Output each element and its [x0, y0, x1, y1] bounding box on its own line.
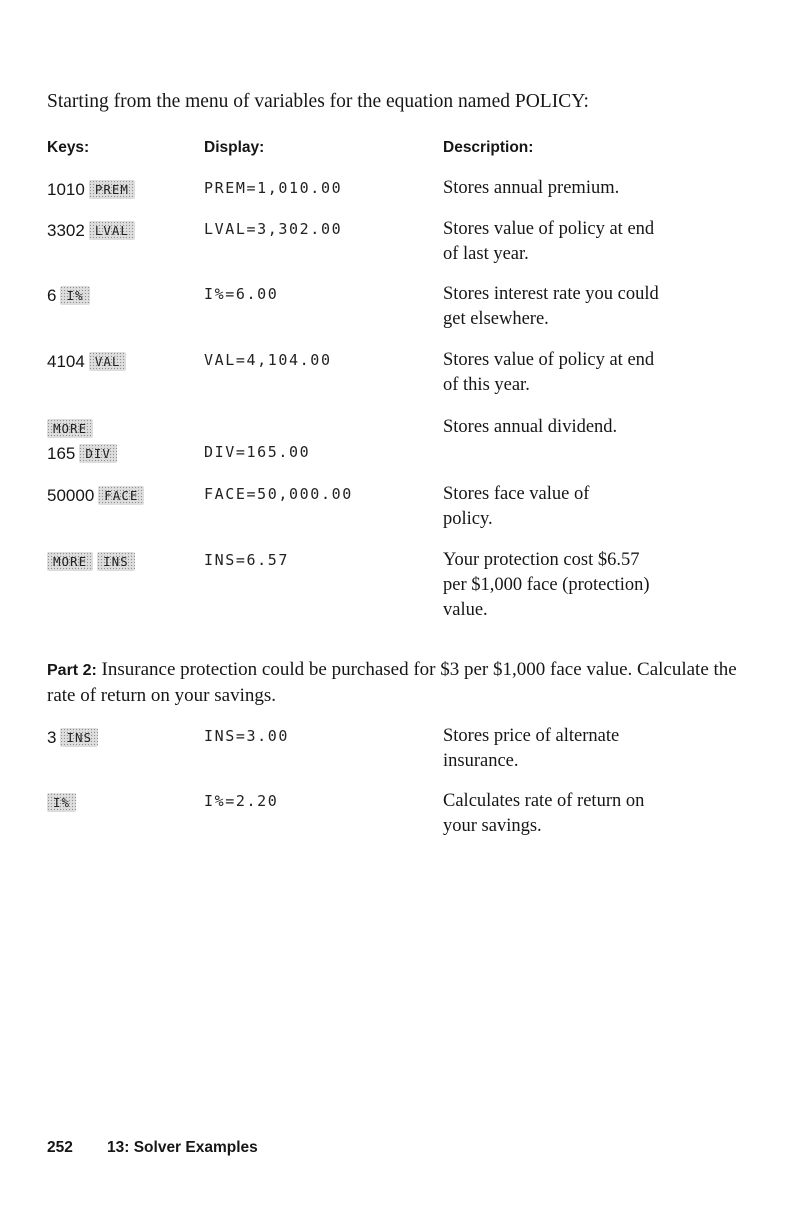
chapter-title: 13: Solver Examples [107, 1139, 258, 1156]
softkey-lval[interactable]: LVAL [89, 221, 135, 240]
key-number: 50000 [47, 486, 95, 506]
softkey-interest[interactable]: I% [60, 286, 89, 305]
description-text: Stores face value of policy. [443, 484, 590, 529]
display-readout: VAL=4,104.00 [204, 351, 332, 369]
keys-cell [47, 548, 135, 573]
description-text: Stores annual premium. [443, 178, 620, 198]
page-number: 252 [47, 1139, 73, 1156]
description-text: Stores value of policy at end of this year. [443, 350, 655, 395]
keys-cell [47, 482, 144, 507]
softkey-more[interactable]: MORE [47, 419, 93, 438]
display-readout: I%=6.00 [204, 285, 279, 303]
softkey-prem[interactable]: PREM [89, 180, 135, 199]
key-number: 165 [47, 444, 76, 464]
display-readout: INS=6.57 [204, 551, 290, 569]
header-keys: Keys: [47, 139, 90, 156]
header-description: Description: [443, 139, 534, 156]
softkey-val[interactable]: VAL [89, 352, 127, 371]
key-number: 3 [47, 728, 57, 748]
part2-paragraph [47, 657, 747, 708]
part2-label: Part 2: [47, 662, 97, 679]
display-readout: INS=3.00 [204, 727, 290, 745]
key-number: 3302 [47, 221, 85, 241]
keys-cell [47, 348, 126, 373]
display-readout: LVAL=3,302.00 [204, 220, 343, 238]
display-readout: DIV=165.00 [204, 443, 311, 461]
page-footer [47, 1139, 258, 1157]
description-text: Your protection cost $6.57 per $1,000 face (protection) value. [443, 550, 650, 620]
display-readout: PREM=1,010.00 [204, 179, 343, 197]
softkey-interest[interactable]: I% [47, 793, 76, 812]
key-number: 6 [47, 286, 57, 306]
softkey-face[interactable]: FACE [98, 486, 144, 505]
keys-cell [47, 415, 117, 465]
keys-cell [47, 176, 135, 201]
description-text: Stores annual dividend. [443, 417, 618, 437]
intro-text: Starting from the menu of variables for the equation named POLICY: [47, 91, 589, 112]
keys-cell [47, 789, 76, 814]
part2-text: Insurance protection could be purchased for $3 per $1,000 face value. Calculate the rate of return on your savings. [47, 659, 737, 706]
keys-cell [47, 217, 135, 242]
softkey-more[interactable]: MORE [47, 552, 93, 571]
description-text: Calculates rate of return on your savings. [443, 791, 645, 836]
softkey-ins[interactable]: INS [60, 728, 98, 747]
softkey-div[interactable]: DIV [79, 444, 117, 463]
description-text: Stores price of alternate insurance. [443, 726, 620, 771]
softkey-ins[interactable]: INS [97, 552, 135, 571]
key-number: 1010 [47, 180, 85, 200]
display-readout: FACE=50,000.00 [204, 485, 353, 503]
header-display: Display: [204, 139, 265, 156]
display-readout: I%=2.20 [204, 792, 279, 810]
description-text: Stores value of policy at end of last year. [443, 219, 655, 264]
keys-cell [47, 724, 98, 749]
key-number: 4104 [47, 352, 85, 372]
description-text: Stores interest rate you could get elsewhere. [443, 284, 659, 329]
keys-cell [47, 282, 90, 307]
